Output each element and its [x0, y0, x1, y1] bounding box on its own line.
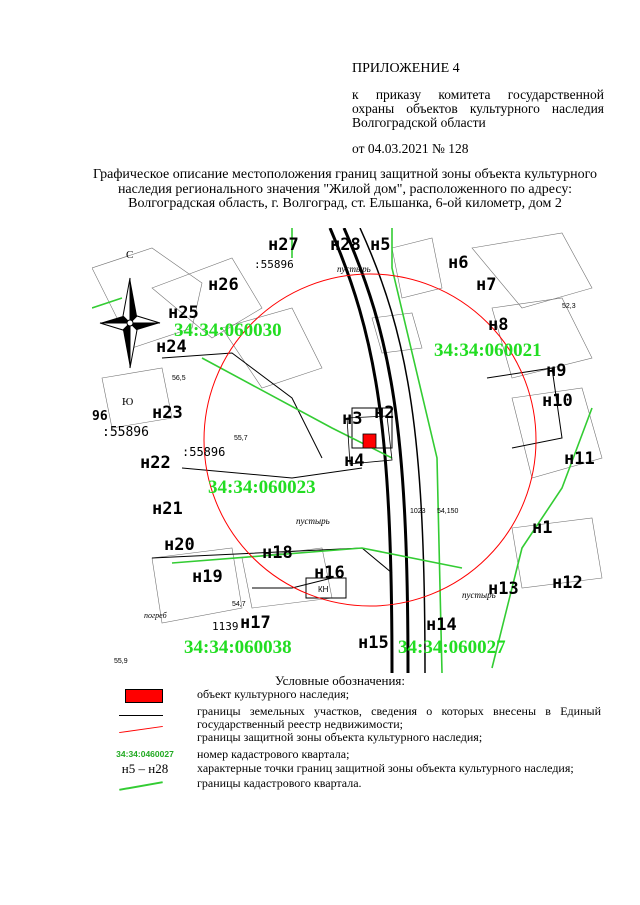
boundary-point-label: н2: [374, 403, 395, 423]
boundary-point-label: н7: [476, 275, 497, 295]
boundary-point-label: н6: [448, 253, 469, 273]
boundary-point-label: н12: [552, 573, 583, 593]
boundary-point-label: н22: [140, 453, 171, 473]
legend-parcel-line: [119, 715, 163, 716]
kn-label: КН: [318, 585, 329, 594]
legend-title: Условные обозначения:: [274, 673, 406, 688]
elevation-label: 52,3: [562, 303, 576, 310]
boundary-point-label: н16: [314, 563, 345, 583]
elevation-label: 55,9: [114, 658, 128, 665]
order-reference: к приказу комитета государственной охраны объектов культурного наследия Волгоградской области: [352, 87, 604, 130]
heritage-object: [363, 434, 376, 448]
order-date: от 04.03.2021 № 128: [352, 141, 469, 156]
legend-quarter-line: [119, 781, 163, 791]
map-number-label: 1139: [212, 620, 239, 633]
appendix-heading: ПРИЛОЖЕНИЕ 4: [352, 61, 460, 76]
boundary-point-label: н24: [156, 337, 187, 357]
wasteland-label: пустырь: [296, 516, 330, 526]
parcel-boundaries: [152, 353, 562, 598]
legend-object-swatch: [125, 689, 163, 703]
parcel-number-label: :55896: [254, 258, 294, 271]
boundary-point-label: н5: [370, 235, 391, 255]
map-view: [92, 228, 608, 673]
legend-desc: номер кадастрового квартала;: [197, 747, 350, 761]
compass-rose: [100, 278, 160, 368]
legend-desc: объект культурного наследия;: [197, 687, 350, 701]
compass-north: С: [126, 249, 134, 261]
elevation-label: 54,7: [232, 601, 246, 608]
boundary-point-label: н23: [152, 403, 183, 423]
map-number-label: 1023: [410, 508, 426, 515]
boundary-point-label: н10: [542, 391, 573, 411]
boundary-point-label: н19: [192, 567, 223, 587]
elevation-label: 56,5: [172, 375, 186, 382]
quarter-number-label: 34:34:060027: [398, 637, 506, 658]
legend-desc: границы защитной зоны объекта культурного наследия;: [197, 730, 483, 744]
boundary-point-label: н20: [164, 535, 195, 555]
boundary-point-label: н27: [268, 235, 299, 255]
boundary-point-label: н28: [330, 235, 361, 255]
legend-points-sample: н5 – н28: [121, 761, 169, 776]
boundary-point-label: н3: [342, 409, 363, 429]
compass-south: Ю: [122, 396, 134, 408]
quarter-boundaries: [92, 228, 592, 673]
document-title: Графическое описание местоположения границ защитной зоны объекта культурного наследия регионального значения "Жилой дом", расположенного по адресу: Волгоградская область, г. Волгоград, ст. Ельшанка, 6-ой километр, дом 2: [92, 167, 598, 211]
legend-desc: характерные точки границ защитной зоны объекта культурного наследия;: [197, 761, 574, 775]
parcel-number-label: :55896: [102, 425, 149, 440]
legend-desc: границы земельных участков, сведения о которых внесены в Единый государственный реестр недвижимости;: [197, 704, 601, 731]
header-block: [352, 62, 604, 156]
boundary-point-label: н25: [168, 303, 199, 323]
quarter-labels-layer: [174, 320, 542, 658]
map-number-label: 96: [92, 409, 108, 424]
boundary-point-label: н18: [262, 543, 293, 563]
boundary-point-label: н17: [240, 613, 271, 633]
boundary-point-label: н13: [488, 579, 519, 599]
quarter-number-label: 34:34:060021: [434, 340, 542, 361]
quarter-number-label: 34:34:060038: [184, 637, 292, 658]
legend-zone-line: [119, 726, 163, 733]
boundary-point-label: н4: [344, 451, 365, 471]
boundary-point-label: н26: [208, 275, 239, 295]
parcel-number-label: :55896: [182, 445, 226, 459]
quarter-number-label: 34:34:060030: [174, 320, 282, 341]
boundary-point-label: н15: [358, 633, 389, 653]
boundary-point-label: н1: [532, 518, 553, 538]
elevation-label: 55,7: [234, 435, 248, 442]
legend-desc: границы кадастрового квартала.: [197, 776, 362, 790]
wasteland-label: пустырь: [462, 590, 496, 600]
boundary-point-label: н8: [488, 315, 509, 335]
cellar-label: погреб: [144, 611, 167, 620]
boundary-point-label: н21: [152, 499, 183, 519]
boundary-point-label: н11: [564, 449, 595, 469]
wasteland-label: пустырь: [337, 264, 371, 274]
quarter-number-label: 34:34:060023: [208, 477, 316, 498]
boundary-point-label: н14: [426, 615, 457, 635]
boundary-point-label: н9: [546, 361, 567, 381]
legend-quarter-sample: 34:34:0460027: [116, 749, 174, 759]
map-number-label: 54,150: [437, 508, 459, 515]
